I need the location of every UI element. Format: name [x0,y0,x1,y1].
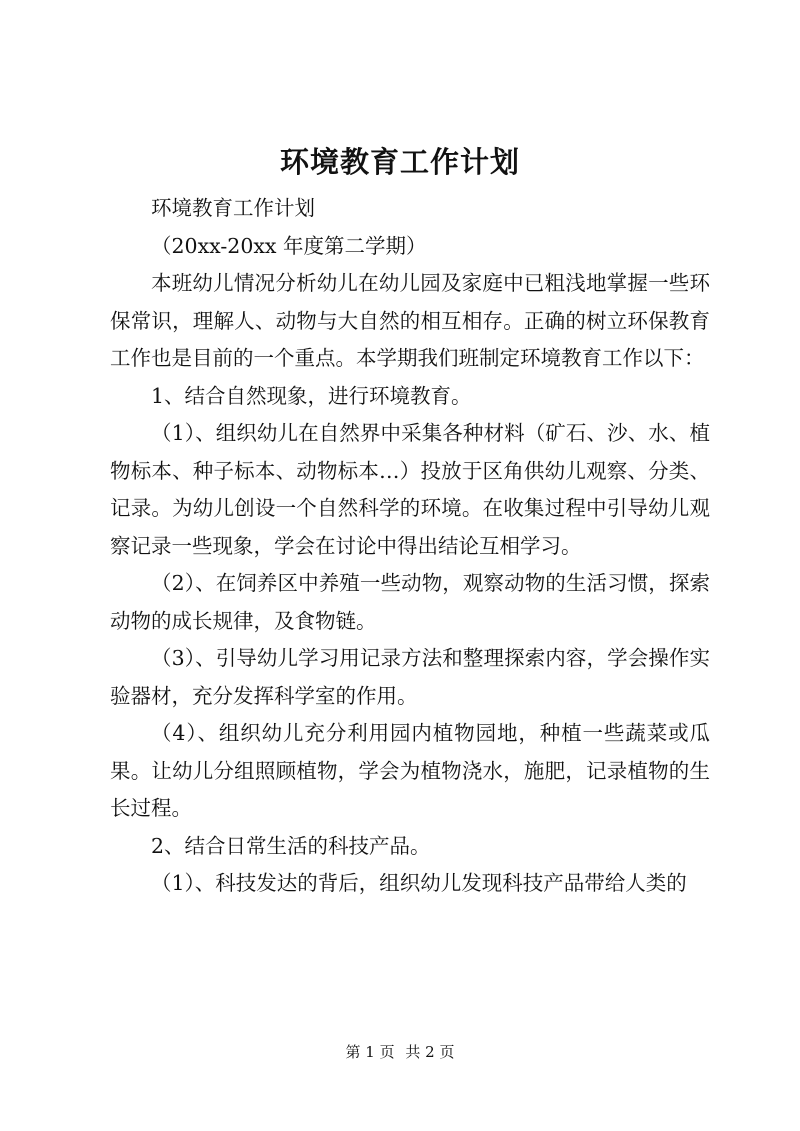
paragraph-item-1-1: （1）、组织幼儿在自然界中采集各种材料（矿石、沙、水、植物标本、种子标本、动物标本…）投放于区角供幼儿观察、分类、记录。为幼儿创设一个自然科学的环境。在收集过程中引导幼儿观察记录一些现象，学会在讨论中得出结论互相学习。 [110,421,710,558]
section-heading-2: 2、结合日常生活的科技产品。 [151,833,431,858]
page-total: 共 2 页 [405,1043,455,1061]
paragraph-item-1-3: （3）、引导幼儿学习用记录方法和整理探索内容，学会操作实验器材，充分发挥科学室的作用。 [110,646,710,708]
paragraph-intro: 本班幼儿情况分析幼儿在幼儿园及家庭中已粗浅地掌握一些环保常识，理解人、动物与大自然的相互相存。正确的树立环保教育工作也是目前的一个重点。本学期我们班制定环境教育工作以下： [110,271,710,370]
document-body [110,190,710,903]
paragraph-subtitle: 环境教育工作计划 [151,196,315,220]
paragraph-term: （20xx-20xx 年度第二学期） [151,233,427,258]
paragraph-item-1-2: （2）、在饲养区中养殖一些动物，观察动物的生活习惯，探索动物的成长规律，及食物链。 [110,571,710,633]
page-title: 环境教育工作计划 [279,145,520,179]
paragraph-item-1-4: （4）、组织幼儿充分利用园内植物园地，种植一些蔬菜或瓜果。让幼儿分组照顾植物，学会为植物浇水，施肥，记录植物的生长过程。 [110,721,710,820]
page-footer [0,1042,800,1062]
section-heading-1: 1、结合自然现象，进行环境教育。 [151,383,472,408]
paragraph-item-2-1: （1）、科技发达的背后，组织幼儿发现科技产品带给人类的 [151,871,687,895]
page-number: 第 1 页 [345,1043,395,1061]
